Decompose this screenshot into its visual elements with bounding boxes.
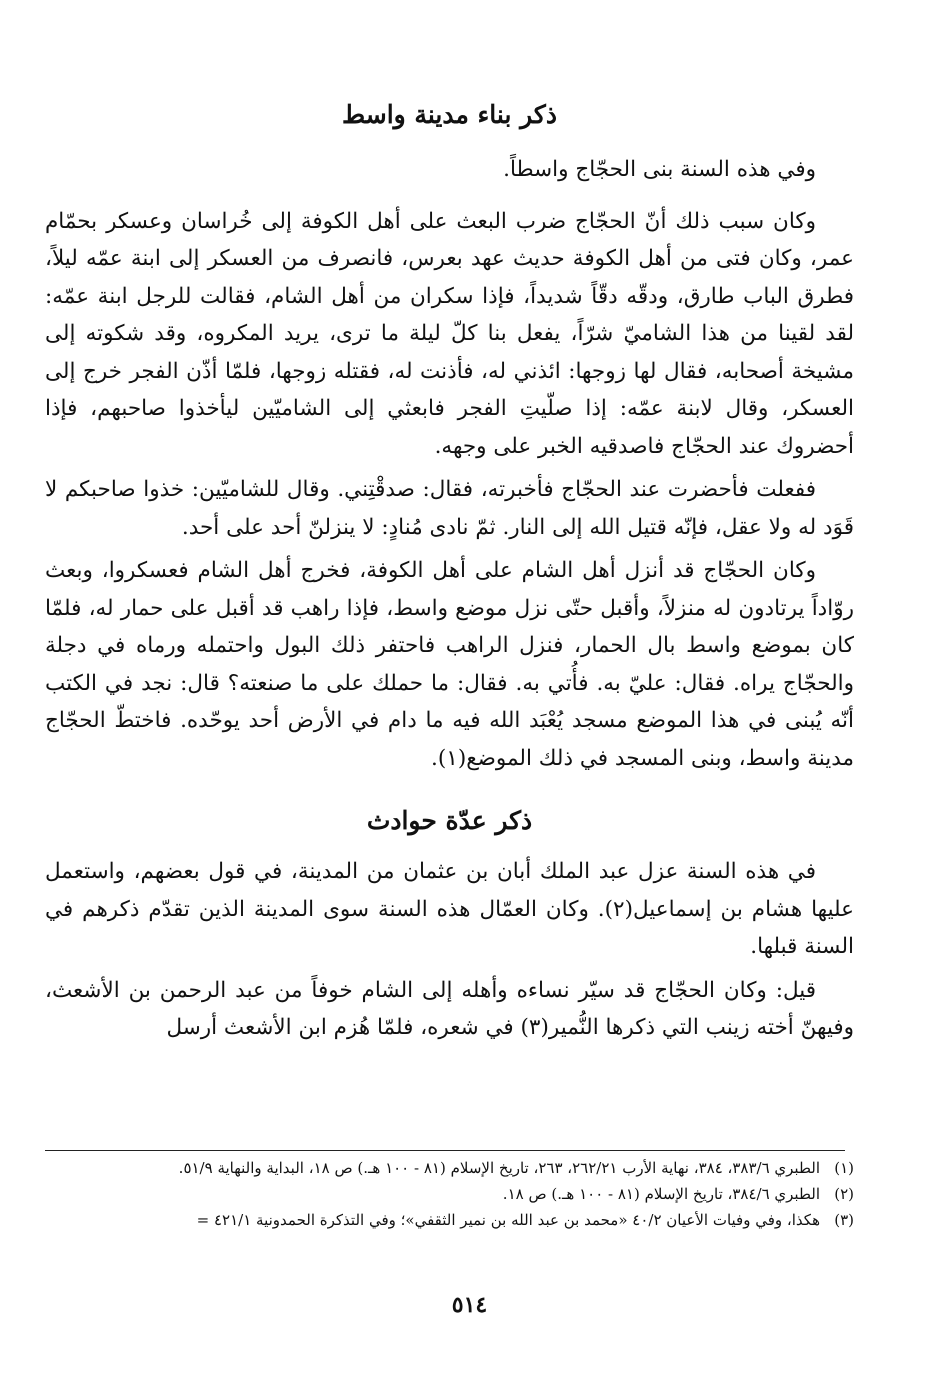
paragraph: في هذه السنة عزل عبد الملك أبان بن عثمان من المدينة، في قول بعضهم، واستعمل عليها هشام بن إسماعيل(٢). وكان العمّال هذه السنة سوى المدينة الذين تقدّم ذكرهم في السنة قبلها. bbox=[45, 859, 854, 959]
section-heading-wasit: ذكر بناء مدينة واسط bbox=[342, 100, 557, 129]
footnote-text: الطبري ٣٨٣/٦، ٣٨٤، نهاية الأرب ٢٦٢/٢١، ٢٦٣، تاريخ الإسلام (٨١ - ١٠٠ هـ.) ص ١٨، البداية والنهاية ٥١/٩. bbox=[178, 1159, 820, 1177]
footnote-number: (١) bbox=[834, 1159, 854, 1177]
paragraph: وكان الحجّاج قد أنزل أهل الشام على أهل الكوفة، فخرج أهل الشام فعسكروا، وبعث روّاداً يرتادون له منزلاً، وأقبل حتّى نزل موضع واسط، فإذا راهب قد أقبل على حمار له، فلمّا كان بموضع واسط بال الحمار، فنزل الراهب فاحتفر ذلك البول واحتمله ورماه في دجلة والحجّاج يراه. فقال: عليّ به. فأُتي به. فقال: ما حملك على ما صنعته؟ قال: نجد في الكتب أنّه يُبنى في هذا الموضع مسجد يُعْبَد الله فيه ما دام في الأرض أحد يوحّده. فاختطّ الحجّاج مدينة واسط، وبنى المسجد في ذلك الموضع(١). bbox=[45, 558, 854, 771]
page-number: ٥١٤ bbox=[451, 1292, 488, 1318]
paragraph: قيل: وكان الحجّاج قد سيّر نساءه وأهله إلى الشام خوفاً من عبد الرحمن بن الأشعث، وفيهنّ أخته زينب التي ذكرها النُّمير(٣) في شعره، فلمّا هُزم ابن الأشعث أرسل bbox=[45, 977, 854, 1040]
footnote bbox=[45, 1207, 854, 1233]
section-heading-events: ذكر عدّة حوادث bbox=[366, 806, 533, 835]
footnote-text: الطبري ٣٨٤/٦، تاريخ الإسلام (٨١ - ١٠٠ هـ.) ص ١٨. bbox=[502, 1185, 820, 1203]
footnote-text: هكذا، وفي وفيات الأعيان ٤٠/٢ «محمد بن عبد الله بن نمير الثقفي»؛ وفي التذكرة الحمدونية ٤٢١/١ = bbox=[196, 1211, 820, 1229]
paragraph: وفي هذه السنة بنى الحجّاج واسطاً. bbox=[503, 157, 816, 182]
footnotes bbox=[45, 1155, 854, 1233]
footnote-number: (٢) bbox=[834, 1185, 854, 1203]
footnote-divider bbox=[45, 1150, 845, 1151]
page-body bbox=[45, 95, 854, 1053]
footnote bbox=[45, 1155, 854, 1181]
paragraph: ففعلت فأحضرت عند الحجّاج فأخبرته، فقال: صدقْتِني. وقال للشاميّين: خذوا صاحبكم لا قَوَد له ولا عقل، فإنّه قتيل الله إلى النار. ثمّ نادى مُنادٍ: لا ينزلنّ أحد على أحد. bbox=[45, 477, 854, 540]
footnote bbox=[45, 1181, 854, 1207]
paragraph: وكان سبب ذلك أنّ الحجّاج ضرب البعث على أهل الكوفة إلى خُراسان وعسكر بحمّام عمر، وكان فتى من أهل الكوفة حديث عهد بعرس، فانصرف من العسكر إلى ابنة عمّه ليلاً، فطرق الباب طارق، ودقّه دقّاً شديداً، فإذا سكران من أهل الشام، فقالت للرجل ابنة عمّه: لقد لقينا من هذا الشاميّ شرّاً، يفعل بنا كلّ ليلة ما ترى، يريد المكروه، وقد شكوته إلى مشيخة أصحابه، فقال لها زوجها: ائذني له، فأذنت له، فقتله زوجها، فلمّا أذّن الفجر خرج إلى العسكر، وقال لابنة عمّه: إذا صلّيتِ الفجر فابعثي إلى الشاميّين ليأخذوا صاحبهم، فإذا أحضروك عند الحجّاج فاصدقيه الخبر على وجهه. bbox=[45, 208, 854, 459]
footnote-number: (٣) bbox=[834, 1211, 854, 1229]
